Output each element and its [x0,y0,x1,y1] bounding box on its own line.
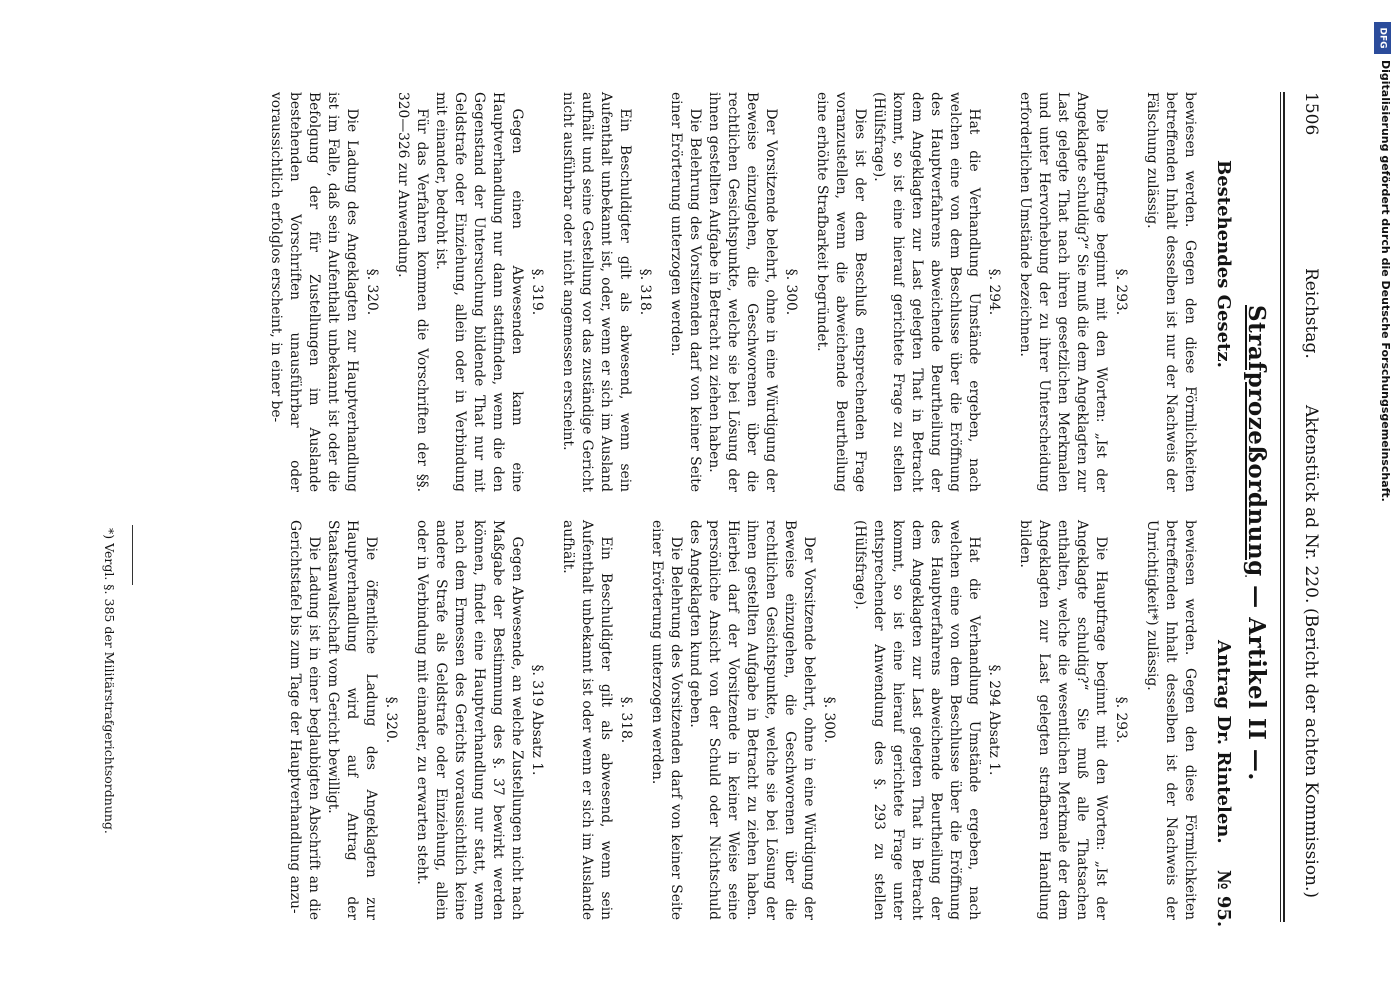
paragraph: Der Vorsitzende belehrt, ohne in eine Würdigung der Beweise einzugehen, die Geschworenen über die rechtlichen Gesichtspunkte, welche sie bei Lösung der ihnen gestellten Aufgabe in Betracht zu ziehen haben. [706,92,779,492]
left-column [266,92,1199,492]
section-heading: §. 300. [783,268,799,316]
section-heading: §. 293. [1113,696,1129,744]
dfg-logo [1374,22,1391,54]
section-heading: §. 293. [1113,268,1129,316]
paragraph: Die Ladung ist in einer beglaubigten Abschrift an die Gerichtstafel bis zum Tage der Hauptverhandlung anzu- [287,520,322,920]
paragraph: Gegen Abwesende, an welche Zustellungen nicht nach Maßgabe der Bestimmung des §. 37 bewirkt werden können, findet eine Hauptverhandlung nur statt, wenn nach dem Ermessen des Gerichts voraussichtlich keine andere Strafe als Geldstrafe oder Einziehung, allein oder in Verbindung mit einander, zu erwarten steht. [414,520,525,920]
dfg-logo-text: DFG [1377,27,1388,49]
dfg-sidebar [1373,22,1393,582]
title-line1: Strafprozeßordnung [1243,305,1270,577]
footnote-rule [132,525,133,585]
section-title [1243,305,1270,781]
section-heading: §. 294 Absatz 1. [986,664,1002,776]
title-line2: Artikel II [1243,617,1270,741]
header-rule [1283,92,1285,922]
running-header [1297,0,1321,1000]
right-column-heading: Antrag Dr. Rintelen. [1213,640,1234,844]
paragraph: bewiesen werden. Gegen den diese Förmlichkeiten betreffenden Inhalt desselben ist der Nachweis der Unrichtigkeit*) zulässig. [1144,520,1198,920]
paragraph: Ein Beschuldigter gilt als abwesend, wenn sein Aufenthalt unbekannt ist oder wenn er sich im Auslande aufhält. [560,520,614,920]
title-dash1: — [1243,585,1270,609]
section-heading: §. 294. [986,268,1002,316]
header-left: Reichstag. [1301,268,1321,359]
left-column-heading: Bestehendes Gesetz. [1213,160,1234,368]
section-heading: §. 319 Absatz 1. [529,664,545,776]
paragraph: Dies ist der dem Beschluß entsprechenden Frage voranzustellen, wenn die abweichende Beurtheilung eine erhöhte Strafbarkeit begründet. [814,92,868,492]
paragraph: Die Ladung des Angeklagten zur Hauptverhandlung ist im Falle, daß sein Aufenthalt unbekannt ist oder die Befolgung der für Zustellungen im Auslande bestehenden Vorschriften unausführbar oder voraussichtlich erfolglos erscheint, in einer be- [268,92,360,492]
paragraph: Ein Beschuldigter gilt als abwesend, wenn sein Aufenthalt unbekannt ist, oder, wenn er sich im Ausland aufhält und seine Gestellung vor das zuständige Gericht nicht ausführbar oder nicht angemessen erscheint. [560,92,633,492]
header-rule-thin [1280,92,1281,922]
paragraph: Hat die Verhandlung Umstände ergeben, nach welchen eine von dem Beschlusse über die Eröffnung des Hauptverfahrens abweichende Beurtheilung der dem Angeklagten zur Last gelegten That in Betracht kommt, so ist eine hierauf gerichtete Frage zu stellen (Hülfsfrage). [871,92,982,492]
paragraph: Die Belehrung des Vorsitzenden darf von keiner Seite einer Erörterung unterzogen werden. [668,92,703,492]
section-heading: §. 318. [637,268,653,316]
title-dash2: —. [1243,748,1270,781]
paragraph: bewiesen werden. Gegen den diese Förmlichkeiten betreffenden Inhalt desselben ist nur der Nachweis der Fälschung zulässig. [1144,92,1198,492]
paragraph: Hat die Verhandlung Umstände ergeben, nach welchen eine von dem Beschlusse über die Eröffnung des Hauptverfahrens abweichende Beurtheilung der dem Angeklagten zur Last gelegten That in Betracht kommt, so ist eine hierauf gerichtete Frage unter entsprechender Anwendung des §. 293 zu stellen (Hülfsfrage). [852,520,982,920]
paragraph: Die Hauptfrage beginnt mit den Worten: „Ist der Angeklagte schuldig?“ Sie muß die dem Angeklagten zur Last gelegte That nach ihren gesetzlichen Merkmalen und unter Hervorhebung der zu ihrer Unterscheidung erforderlichen Umstände bezeichnen. [1017,92,1109,492]
footnote: *) Vergl. §. 385 der Militärstrafgerichtsordnung. [102,528,117,834]
paragraph: Der Vorsitzende belehrt, ohne in eine Würdigung der Beweise einzugehen, die Geschworenen über die rechtlichen Gesichtspunkte, welche sie bei Lösung der ihnen gestellten Aufgabe in Betracht zu ziehen haben. Hierbei darf der Vorsitzende in keiner Weise seine persönliche Ansicht von der Schuld oder Nichtschuld des Angeklagten kund geben. [687,520,817,920]
section-heading: §. 320. [364,268,380,316]
section-heading: §. 319. [529,268,545,316]
paragraph: Die Hauptfrage beginnt mit den Worten: „Ist der Angeklagte schuldig?“ Sie muß alle Thatsachen enthalten, welche die wesentlichen Merkmale der dem Angeklagten zur Last gelegten strafbaren Handlung bilden. [1017,520,1109,920]
paragraph: Für das Verfahren kommen die Vorschriften der §§. 320—326 zur Anwendung. [395,92,430,492]
header-right: (Bericht der achten Kommission.) [1301,608,1321,899]
paragraph: Die Belehrung des Vorsitzenden darf von keiner Seite einer Erörterung unterzogen werden. [649,520,684,920]
section-heading: §. 318. [618,696,634,744]
section-heading: §. 320. [383,696,399,744]
page-number: 1506 [1301,92,1321,136]
paragraph: Die öffentliche Ladung des Angeklagten zur Hauptverhandlung wird auf Antrag der Staatsanwaltschaft vom Gericht bewilligt. [325,520,379,920]
section-heading: §. 300. [821,696,837,744]
right-column-number: № 95. [1213,870,1234,928]
dfg-caption: Digitalisierung gefördert durch die Deutsche Forschungsgemeinschaft. [1379,60,1392,502]
paragraph: Gegen einen Abwesenden kann eine Hauptverhandlung nur dann stattfinden, wenn die den Gegenstand der Untersuchung bildende That nur mit Geldstrafe oder Einziehung, allein oder in Verbindung mit einander, bedroht ist. [433,92,525,492]
header-middle: Aktenstück ad Nr. 220. [1301,405,1321,604]
right-column [285,520,1199,920]
